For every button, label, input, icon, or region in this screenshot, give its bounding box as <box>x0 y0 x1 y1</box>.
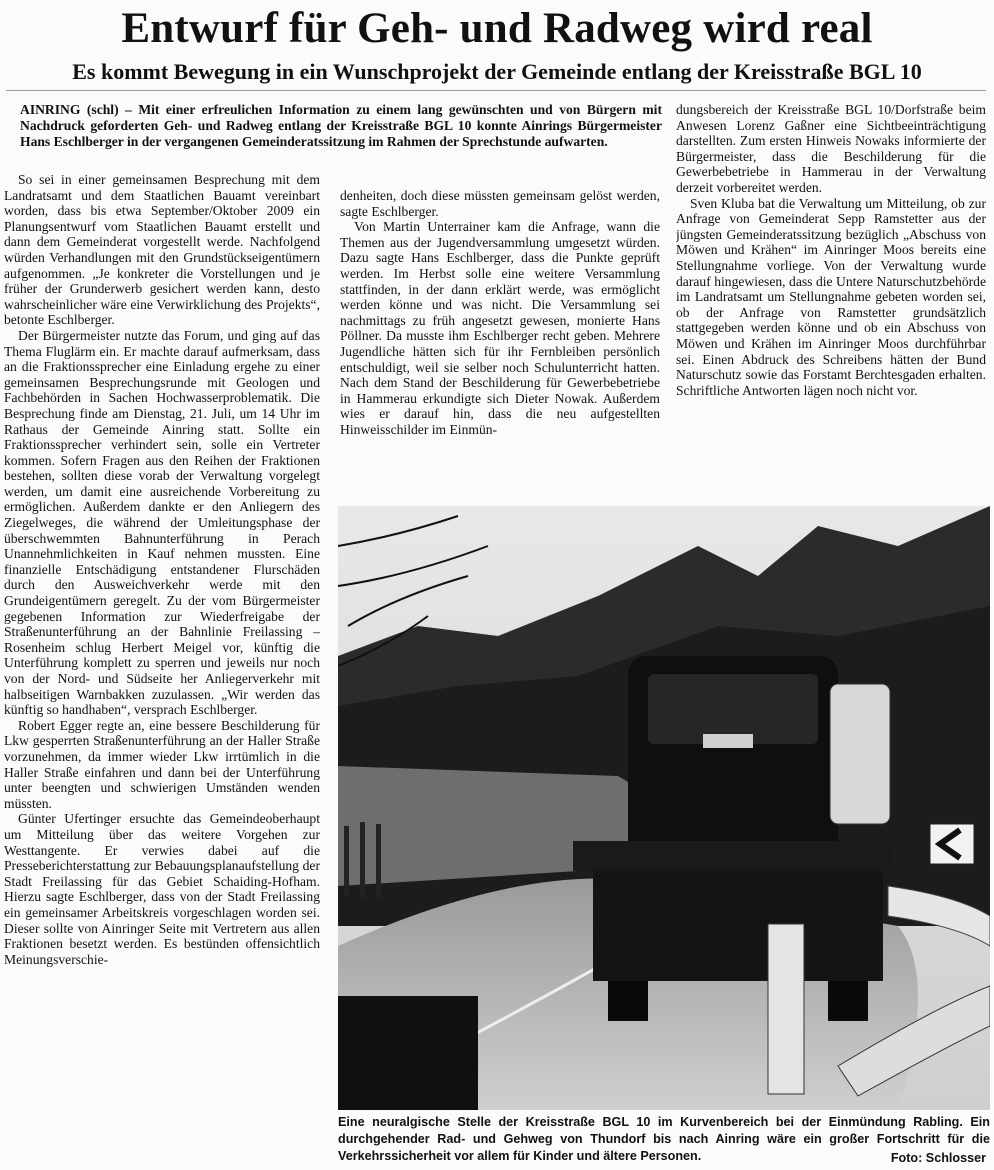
headline: Entwurf für Geh- und Radweg wird real <box>121 5 873 52</box>
paragraph: denheiten, doch diese müssten gemeinsam gelöst werden, sagte Eschlberger. <box>340 188 660 219</box>
paragraph: Der Bürgermeister nutzte das Forum, und ging auf das Thema Fluglärm ein. Er machte darauf aufmerksam, dass an die Fraktionssprecher eine Einladung ergehe zu einer gemeinsamen Besprechungsrunde mit Geologen und Fachbehörden in Sachen Hochwasserproblematik. Die Besprechung finde am Dienstag, 21. Juli, um 14 Uhr im Rathaus der Gemeinde Ainring statt. Sollte ein Fraktionssprecher verhindert sein, solle ein Vertreter kommen. Sofern Fragen aus den Reihen der Fraktionen bestehen, sollten diese vorab der Verwaltung vorgelegt werden, um damit eine ausreichende Vorbereitung zu ermöglichen. Außerdem dankte er den Anliegern des Ziegelweges, die während der Umleitungsphase der überschwemmten Bahnunterführung in Perach Unannehmlichkeiten in Kauf nehmen mussten. Eine finanzielle Entschädigung entstandener Flurschäden durch den Ausweichverkehr werde mit den Grundeigentümern geregelt. Zu der vom Bürgermeister gegebenen Information zur Wiederfreigabe der Straßenunterführung an der Bahnlinie Freilassing – Rosenheim schlug Herbert Meigel vor, künftig die Unterführung komplett zu sperren und jeweils nur noch von der Nord- und Südseite her Anliegerverkehr mit halbseitigen Warnbakken zuzulassen. „Wir werden das künftig so handhaben“, versprach Eschlberger. <box>4 327 320 718</box>
column-3 <box>676 102 986 500</box>
road-photo-illustration <box>338 506 990 1110</box>
subheadline: Es kommt Bewegung in ein Wunschprojekt der Gemeinde entlang der Kreisstraße BGL 10 <box>72 59 922 84</box>
paragraph: Sven Kluba bat die Verwaltung um Mitteilung, ob zur Anfrage von Gemeinderat Sepp Ramstetter aus der jüngsten Gemeinderatssitzung bezüglich „Abschuss von Möwen und Krähen“ im Ainringer Moos bereits eine Stellungnahme vorliege. Von der Verwaltung wurde darauf hingewiesen, dass die Untere Naturschutzbehörde im Landratsamt um Stellungnahme gebeten worden sei, ob der Anfrage von Ramstetter grundsätzlich stattgegeben werden könne und ob ein Abschuss von Möwen und Krähen im Ainringer Moos durchführbar sei. Einen Abdruck des Schreibens hätten der Bund Naturschutz sowie das Forstamt Berchtesgaden erhalten. Schriftliche Antworten lägen noch nicht vor. <box>676 195 986 398</box>
header-rule <box>6 90 986 91</box>
column-2 <box>340 188 660 500</box>
lead-paragraph: AINRING (schl) – Mit einer erfreulichen Information zu einem lang gewünschten und von Bürgern mit Nachdruck geforderten Geh- und Radweg entlang der Kreisstraße BGL 10 konnte Ainrings Bürgermeister Hans Eschlberger in der vergangenen Gemeinderatssitzung im Rahmen der Sprechstunde aufwarten. <box>20 102 662 149</box>
paragraph: dungsbereich der Kreisstraße BGL 10/Dorfstraße beim Anwesen Lorenz Gaßner eine Sichtbeeinträchtigung darstellten. Zum ersten Hinweis Nowaks informierte der Bürgermeister, dass die Beschilderung für die Gewerbebetriebe in Hammerau in der Verwaltung derzeit vorbereitet werden. <box>676 102 986 195</box>
column-1 <box>4 172 320 1168</box>
paragraph: Von Martin Unterrainer kam die Anfrage, wann die Themen aus der Jugendversammlung umgesetzt würden. Dazu sagte Hans Eschlberger, dass die Punkte geprüft werden. Im Herbst solle eine weitere Versammlung stattfinden, in der dann erklärt werde, was ermöglicht werden könne und was nicht. Die Versammlung sei nachmittags zu früh angesetzt gewesen, monierte Hans Pöllner. Da musste ihm Eschlberger recht geben. Mehrere Jugendliche hätten sich für ihr Fernbleiben persönlich entschuldigt, weil sie selber noch Schulunterricht hatten. Nach dem Stand der Beschilderung für Gewerbebetriebe in Hammerau erkundigte sich Dieter Nowak. Außerdem wies er darauf hin, dass die neu aufgestellten Hinweisschilder im Einmün- <box>340 219 660 437</box>
photo-caption: Eine neuralgische Stelle der Kreisstraße BGL 10 im Kurvenbereich bei der Einmündung Rabling. Ein durchgehender Rad- und Gehweg von Thundorf bis nach Ainring wäre ein großer Fortschritt für die Verkehrssicherheit vor allem für Kinder und ältere Personen. <box>338 1115 990 1163</box>
paragraph: So sei in einer gemeinsamen Besprechung mit dem Landratsamt und dem Staatlichen Bauamt vereinbart worden, dass bis etwa September/Oktober 2009 ein Planungsentwurf vom Staatlichen Bauamt erstellt und dann dem Gemeinderat vorgestellt werde. Nachfolgend würden Verhandlungen mit den Grundstückseigentümern aufgenommen. „Je konkreter die Vorstellungen und je früher der Grunderwerb gesichert werden kann, desto wahrscheinlicher wäre eine Verwirklichung des Projekts“, betonte Eschlberger. <box>4 172 320 328</box>
paragraph: Robert Egger regte an, eine bessere Beschilderung für Lkw gesperrten Straßenunterführung an der Haller Straße vorzunehmen, da immer wieder Lkw irrtümlich in die Haller Straße einfahren und dann bei der Unterführung unter beengten und schwierigen Umständen wenden müssten. <box>4 717 320 811</box>
paragraph: Günter Ufertinger ersuchte das Gemeindeoberhaupt um Mitteilung über das weitere Vorgehen zur Westtangente. Er verwies dabei auf die Presseberichterstattung zur Bebauungsplanaufstellung der Stadt Freilassing für das Gebiet Schaiding-Hofham. Hierzu sagte Eschlberger, dass von der Stadt Freilassing ein gemeinsamer Arbeitskreis vorgeschlagen worden sei. Dieser sollte von Ainringer Seite mit Vertretern aus allen Fraktionen besetzt werden. Es bestünden offensichtlich Meinungsverschie- <box>4 811 320 967</box>
road-photo <box>338 506 990 1110</box>
photo-credit: Foto: Schlosser <box>890 1151 986 1165</box>
